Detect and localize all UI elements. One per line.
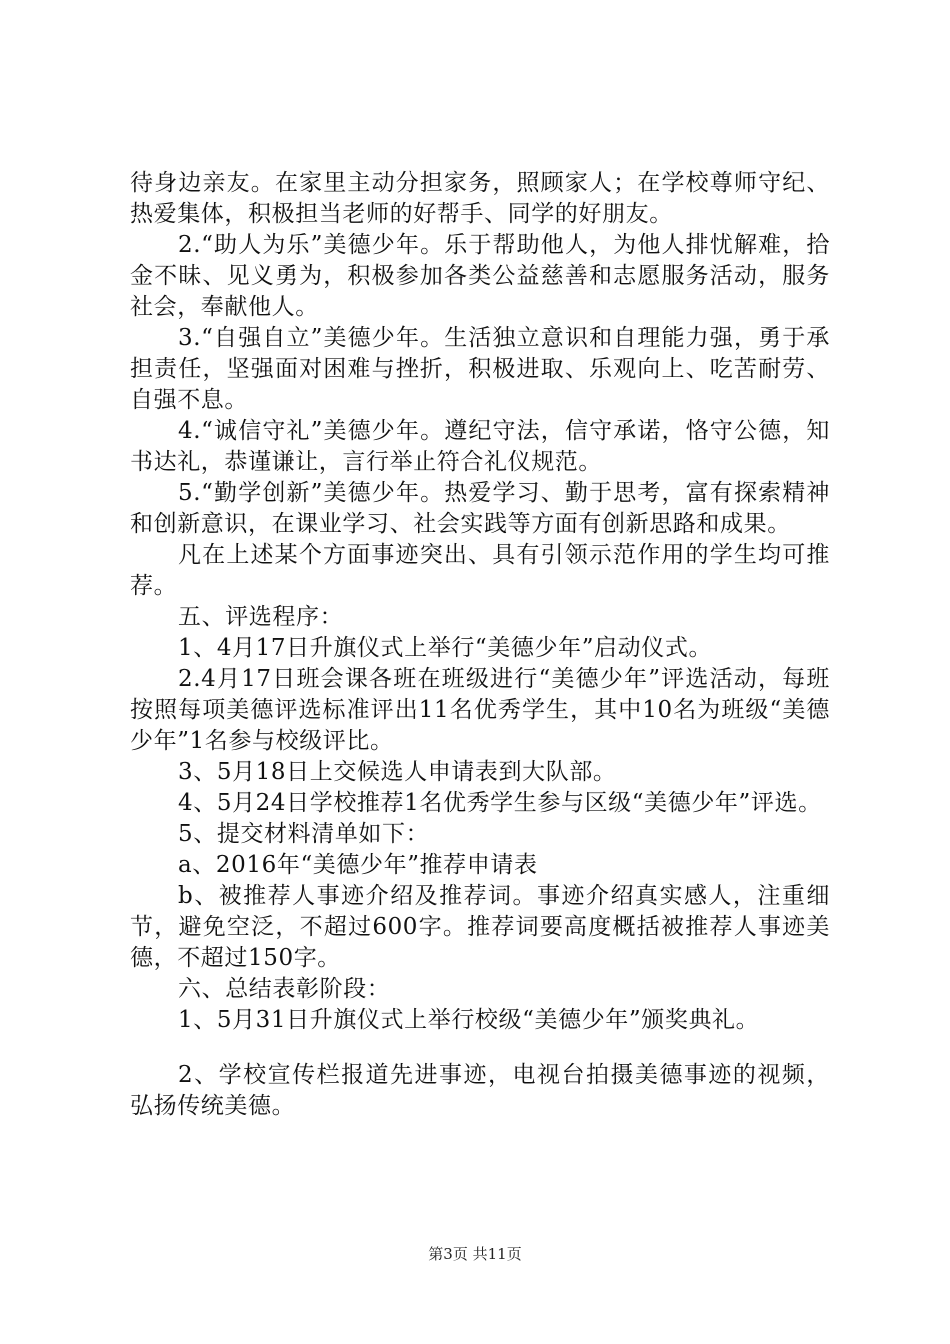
procedure-step-2: 2.4月17日班会课各班在班级进行“美德少年”评选活动，每班按照每项美德评选标准评出11名优秀学生，其中10名为班级“美德少年”1名参与校级评比。 [130,666,830,754]
procedure-step-5: 5、提交材料清单如下： [178,821,430,847]
procedure-step-1: 1、4月17日升旗仪式上举行“美德少年”启动仪式。 [178,635,713,661]
material-item-a: a、2016年“美德少年”推荐申请表 [178,852,538,878]
paragraph-integrity: 4.“诚信守礼”美德少年。遵纪守法，信守承诺，恪守公德，知书达礼，恭谨谦让，言行举止符合礼仪规范。 [130,418,830,475]
document-body [130,168,830,1122]
section-heading-commendation: 六、总结表彰阶段： [178,976,391,1002]
page-number-footer: 第3页 共11页 [428,1245,522,1263]
material-item-b: b、被推荐人事迹介绍及推荐词。事迹介绍真实感人，注重细节，避免空泛，不超过600字。推荐词要高度概括被推荐人事迹美德，不超过150字。 [130,883,830,971]
commendation-step-2: 2、学校宣传栏报道先进事迹，电视台拍摄美德事迹的视频，弘扬传统美德。 [130,1062,830,1119]
paragraph-self-reliance: 3.“自强自立”美德少年。生活独立意识和自理能力强，勇于承担责任，坚强面对困难与挫折，积极进取、乐观向上、吃苦耐劳、自强不息。 [130,325,830,413]
section-heading-selection-procedure: 五、评选程序： [178,604,344,630]
paragraph-family-duties: 待身边亲友。在家里主动分担家务，照顾家人；在学校尊师守纪、热爱集体，积极担当老师的好帮手、同学的好朋友。 [130,170,830,227]
procedure-step-4: 4、5月24日学校推荐1名优秀学生参与区级“美德少年”评选。 [178,790,822,816]
paragraph-diligent-study: 5.“勤学创新”美德少年。热爱学习、勤于思考，富有探索精神和创新意识，在课业学习、社会实践等方面有创新思路和成果。 [130,480,830,537]
paragraph-spacer [130,1036,830,1060]
commendation-step-1: 1、5月31日升旗仪式上举行校级“美德少年”颁奖典礼。 [178,1007,760,1033]
procedure-step-3: 3、5月18日上交候选人申请表到大队部。 [178,759,617,785]
paragraph-helping-others: 2.“助人为乐”美德少年。乐于帮助他人，为他人排忧解难，拾金不昧、见义勇为，积极参加各类公益慈善和志愿服务活动，服务社会，奉献他人。 [130,232,830,320]
paragraph-eligibility: 凡在上述某个方面事迹突出、具有引领示范作用的学生均可推荐。 [130,542,830,599]
